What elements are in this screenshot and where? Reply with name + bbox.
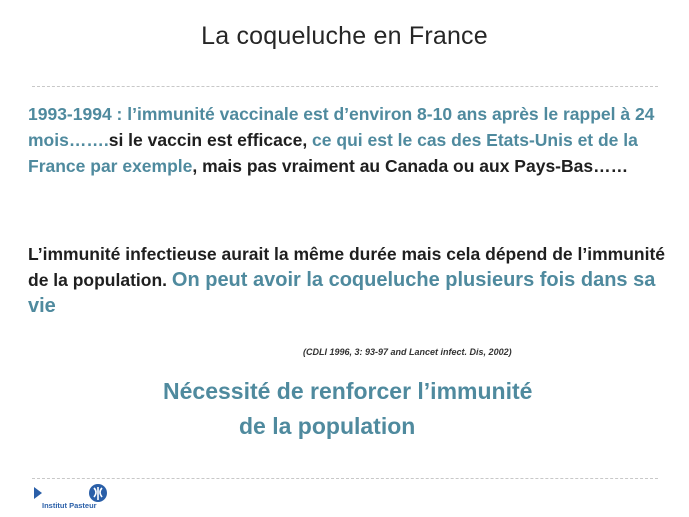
infectious-immunity-text: L’immunité infectieuse aurait la même durée mais cela dépend de l’immunité de la population.	[28, 244, 666, 290]
countries-counter-example-text: , mais pas vraiment au Canada ou aux Pays-Bas……	[192, 156, 629, 176]
vaccine-immunity-text: 1993-1994 : l’immunité vaccinale est d’environ 8-10 ans après le rappel à 24 mois…….	[28, 104, 655, 150]
paragraph-vaccine-immunity	[28, 101, 668, 179]
conclusion-line-2: de la population	[239, 413, 416, 439]
citation: (CDLI 1996, 3: 93-97 and Lancet infect. Dis, 2002)	[303, 347, 512, 357]
triangle-arrow-icon	[34, 487, 42, 499]
countries-example-text: ce qui est le cas des Etats-Unis et de la France par exemple	[28, 130, 638, 176]
vaccine-efficacy-text: si le vaccin est efficace,	[108, 130, 313, 150]
slide-title: La coqueluche en France	[201, 22, 488, 50]
top-divider	[32, 86, 658, 87]
bottom-divider	[32, 478, 658, 479]
institut-pasteur-logo-icon	[88, 483, 108, 503]
institut-pasteur-logo	[30, 483, 120, 513]
logo-text: Institut Pasteur	[42, 501, 97, 510]
paragraph-infectious-immunity	[28, 241, 668, 319]
multiple-infections-text: On peut avoir la coqueluche plusieurs fois dans sa vie	[28, 269, 656, 317]
conclusion-line-1: Nécessité de renforcer l’immunité	[163, 378, 533, 404]
